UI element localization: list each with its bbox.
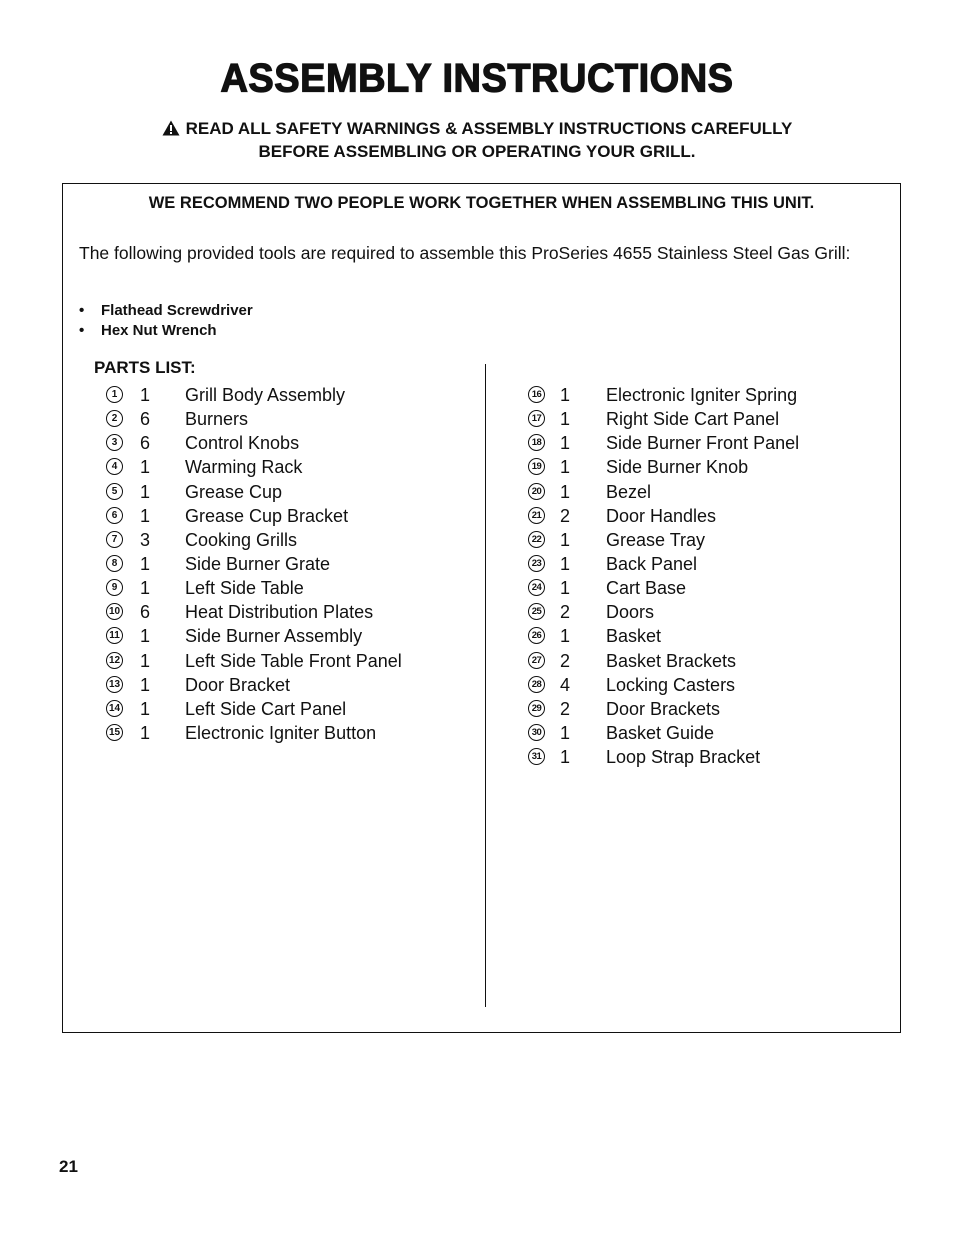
bullet-icon: • — [79, 302, 85, 319]
part-name: Cart Base — [606, 578, 687, 599]
part-number-badge: 6 — [106, 507, 123, 524]
part-name: Electronic Igniter Spring — [606, 385, 798, 405]
part-quantity: 1 — [560, 722, 571, 743]
part-number-badge: 29 — [528, 700, 545, 717]
page-title: ASSEMBLY INSTRUCTIONS — [220, 56, 734, 102]
part-name: Door Bracket — [185, 674, 291, 695]
part-quantity: 1 — [560, 578, 571, 599]
part-name: Left Side Cart Panel — [185, 698, 347, 719]
part-name: Warming Rack — [185, 457, 303, 478]
part-quantity: 1 — [140, 385, 151, 405]
part-name: Side Burner Front Panel — [606, 433, 800, 454]
part-number-badge: 15 — [106, 724, 123, 741]
part-name: Control Knobs — [185, 433, 300, 454]
part-number-badge: 31 — [528, 748, 545, 765]
part-number-badge: 1 — [106, 386, 123, 403]
part-name: Side Burner Grate — [185, 553, 331, 574]
part-number-badge: 12 — [106, 652, 123, 669]
part-name: Doors — [606, 602, 655, 623]
part-quantity: 1 — [140, 650, 151, 671]
part-number-badge: 4 — [106, 458, 123, 475]
part-quantity: 2 — [560, 698, 571, 719]
part-name: Left Side Table Front Panel — [185, 650, 402, 671]
part-quantity: 6 — [140, 409, 151, 430]
part-name: Back Panel — [606, 553, 698, 574]
part-quantity: 6 — [140, 602, 151, 623]
page-number: 21 — [59, 1157, 78, 1176]
part-number-badge: 27 — [528, 652, 545, 669]
part-name: Cooking Grills — [185, 529, 298, 550]
part-quantity: 1 — [140, 457, 151, 478]
part-quantity: 6 — [140, 433, 151, 454]
part-name: Side Burner Knob — [606, 457, 749, 478]
tools-intro: The following provided tools are required to assemble this ProSeries 4655 Stainless Steel Gas Grill: — [79, 243, 851, 263]
part-quantity: 2 — [560, 602, 571, 623]
part-name: Loop Strap Bracket — [606, 747, 761, 768]
part-number-badge: 17 — [528, 410, 545, 427]
parts-list-heading: PARTS LIST: — [94, 358, 196, 377]
part-number-badge: 24 — [528, 579, 545, 596]
part-quantity: 1 — [560, 433, 571, 454]
part-name: Right Side Cart Panel — [606, 409, 780, 430]
part-quantity: 1 — [560, 626, 571, 647]
part-name: Electronic Igniter Button — [185, 722, 377, 743]
part-number-badge: 7 — [106, 531, 123, 548]
part-quantity: 1 — [560, 385, 571, 405]
part-quantity: 4 — [560, 674, 571, 695]
safety-warning — [0, 117, 954, 163]
part-number-badge: 3 — [106, 434, 123, 451]
part-number-badge: 28 — [528, 676, 545, 693]
part-number-badge: 13 — [106, 676, 123, 693]
part-quantity: 1 — [560, 457, 571, 478]
part-name: Bezel — [606, 481, 652, 502]
part-number-badge: 19 — [528, 458, 545, 475]
part-name: Locking Casters — [606, 674, 736, 695]
part-number-badge: 9 — [106, 579, 123, 596]
part-number-badge: 25 — [528, 603, 545, 620]
part-number-badge: 2 — [106, 410, 123, 427]
part-number-badge: 23 — [528, 555, 545, 572]
part-quantity: 1 — [140, 674, 151, 695]
warning-line-1: READ ALL SAFETY WARNINGS & ASSEMBLY INSTRUCTIONS CAREFULLY — [185, 119, 793, 138]
part-name: Grill Body Assembly — [185, 385, 346, 405]
warning-triangle-icon — [162, 120, 180, 136]
warning-line-2: BEFORE ASSEMBLING OR OPERATING YOUR GRILL. — [258, 142, 696, 161]
part-name: Grease Cup Bracket — [185, 505, 349, 526]
part-quantity: 1 — [140, 481, 151, 502]
tool-item: • Flathead Screwdriver — [79, 302, 253, 319]
bullet-icon: • — [79, 322, 85, 339]
part-quantity: 1 — [560, 553, 571, 574]
tools-list — [79, 301, 253, 341]
part-name: Basket — [606, 626, 662, 647]
part-number-badge: 16 — [528, 386, 545, 403]
part-name: Left Side Table — [185, 578, 304, 599]
part-quantity: 3 — [140, 529, 151, 550]
part-name: Basket Guide — [606, 722, 715, 743]
part-number-badge: 5 — [106, 483, 123, 500]
part-quantity: 2 — [560, 505, 571, 526]
column-divider — [485, 364, 486, 1007]
part-number-badge: 11 — [106, 627, 123, 644]
part-quantity: 1 — [140, 626, 151, 647]
part-quantity: 1 — [560, 409, 571, 430]
part-number-badge: 21 — [528, 507, 545, 524]
part-number-badge: 20 — [528, 483, 545, 500]
part-name: Burners — [185, 409, 249, 430]
part-quantity: 1 — [140, 722, 151, 743]
part-name: Basket Brackets — [606, 650, 737, 671]
recommendation-note: WE RECOMMEND TWO PEOPLE WORK TOGETHER WHEN ASSEMBLING THIS UNIT. — [148, 194, 815, 212]
tool-item: • Hex Nut Wrench — [79, 322, 217, 339]
part-quantity: 1 — [140, 505, 151, 526]
part-name: Door Brackets — [606, 698, 721, 719]
part-quantity: 1 — [140, 553, 151, 574]
part-name: Grease Cup — [185, 481, 283, 502]
part-number-badge: 8 — [106, 555, 123, 572]
part-number-badge: 26 — [528, 627, 545, 644]
part-quantity: 1 — [560, 747, 571, 768]
part-name: Door Handles — [606, 505, 717, 526]
part-name: Side Burner Assembly — [185, 626, 363, 647]
part-quantity: 1 — [140, 578, 151, 599]
part-number-badge: 10 — [106, 603, 123, 620]
instructions-box — [62, 183, 901, 1033]
part-quantity: 2 — [560, 650, 571, 671]
part-number-badge: 22 — [528, 531, 545, 548]
part-quantity: 1 — [140, 698, 151, 719]
part-number-badge: 30 — [528, 724, 545, 741]
part-quantity: 1 — [560, 481, 571, 502]
part-quantity: 1 — [560, 529, 571, 550]
part-number-badge: 14 — [106, 700, 123, 717]
part-name: Grease Tray — [606, 529, 706, 550]
part-number-badge: 18 — [528, 434, 545, 451]
part-name: Heat Distribution Plates — [185, 602, 374, 623]
